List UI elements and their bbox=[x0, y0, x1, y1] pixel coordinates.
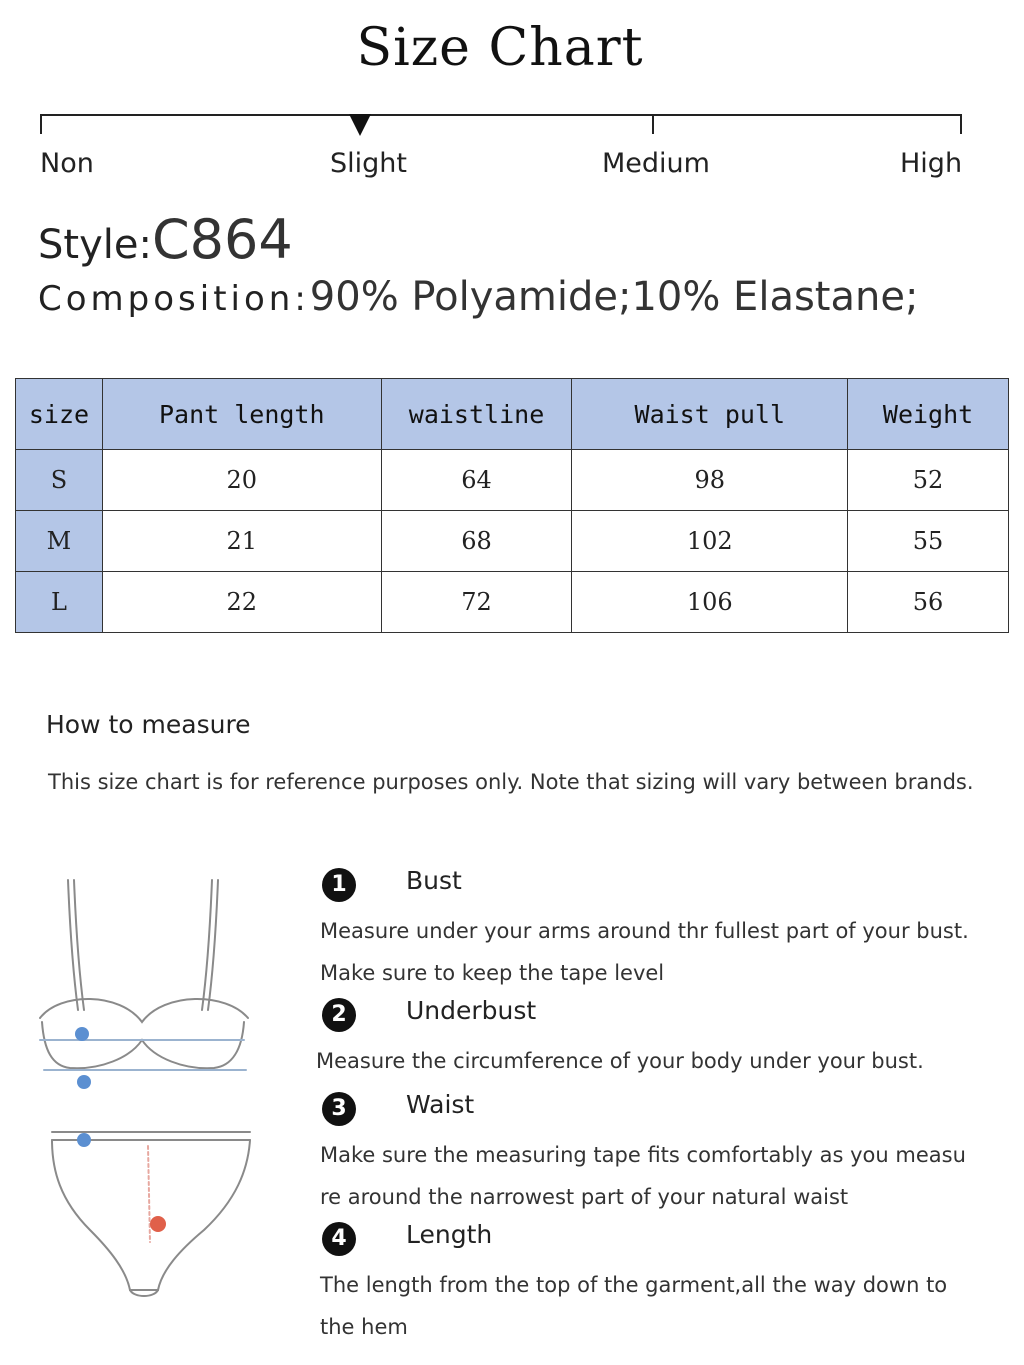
lingerie-measure-illustration bbox=[30, 870, 280, 1320]
table-cell: 64 bbox=[381, 450, 572, 511]
scale-tick bbox=[40, 114, 42, 134]
reference-note: This size chart is for reference purposes only. Note that sizing will vary between brands. bbox=[48, 770, 974, 794]
how-to-measure-heading: How to measure bbox=[46, 710, 251, 739]
table-cell: 55 bbox=[848, 511, 1009, 572]
column-header: size bbox=[16, 379, 103, 450]
strap-left bbox=[68, 880, 78, 1010]
step-title: Underbust bbox=[406, 996, 537, 1025]
scale-label-non: Non bbox=[40, 148, 94, 179]
style-label: Style: bbox=[38, 222, 152, 268]
step-description bbox=[320, 1134, 980, 1218]
marker-3-icon bbox=[77, 1133, 91, 1147]
style-value: C864 bbox=[151, 208, 293, 271]
scale-line bbox=[40, 114, 962, 116]
style-line bbox=[38, 208, 293, 271]
composition-value: 90% Polyamide;10% Elastane; bbox=[309, 274, 919, 320]
step-description bbox=[320, 1264, 980, 1348]
table-cell: 52 bbox=[848, 450, 1009, 511]
step-line: re around the narrowest part of your natural waist bbox=[320, 1185, 849, 1209]
table-cell: 72 bbox=[381, 572, 572, 633]
step-number-icon: 4 bbox=[322, 1222, 356, 1256]
size-cell: M bbox=[16, 511, 103, 572]
step-title: Length bbox=[406, 1220, 493, 1249]
step-line: The length from the top of the garment,all the way down to bbox=[320, 1273, 948, 1297]
step-line: Measure the circumference of your body under your bust. bbox=[316, 1049, 924, 1073]
table-cell: 98 bbox=[572, 450, 848, 511]
stretch-scale bbox=[40, 114, 964, 194]
column-header: waistline bbox=[381, 379, 572, 450]
bra-cups bbox=[40, 999, 248, 1022]
table-cell: 22 bbox=[102, 572, 381, 633]
marker-2-icon bbox=[77, 1075, 91, 1089]
size-cell: L bbox=[16, 572, 103, 633]
step-number-icon: 1 bbox=[322, 868, 356, 902]
size-table bbox=[15, 378, 1009, 633]
step-title: Waist bbox=[406, 1090, 475, 1119]
table-cell: 68 bbox=[381, 511, 572, 572]
step-line: Make sure the measuring tape fits comfortably as you measu bbox=[320, 1143, 966, 1167]
panty-outline bbox=[52, 1140, 250, 1290]
step-description bbox=[316, 1040, 976, 1082]
step-description bbox=[320, 910, 980, 994]
composition-label: Composition: bbox=[38, 279, 310, 319]
table-cell: 56 bbox=[848, 572, 1009, 633]
scale-selected-marker bbox=[349, 114, 371, 136]
column-header: Waist pull bbox=[572, 379, 848, 450]
table-cell: 21 bbox=[102, 511, 381, 572]
marker-1-icon bbox=[75, 1027, 89, 1041]
step-line: the hem bbox=[320, 1315, 408, 1339]
column-header: Pant length bbox=[102, 379, 381, 450]
table-row bbox=[16, 572, 1009, 633]
column-header: Weight bbox=[848, 379, 1009, 450]
table-cell: 102 bbox=[572, 511, 848, 572]
scale-label-high: High bbox=[900, 148, 963, 179]
size-cell: S bbox=[16, 450, 103, 511]
table-row bbox=[16, 511, 1009, 572]
scale-label-slight: Slight bbox=[330, 148, 407, 179]
step-line: Measure under your arms around thr fullest part of your bust. bbox=[320, 919, 969, 943]
step-title: Bust bbox=[406, 866, 462, 895]
table-row bbox=[16, 450, 1009, 511]
scale-tick bbox=[652, 114, 654, 134]
table-header-row bbox=[16, 379, 1009, 450]
step-number-icon: 3 bbox=[322, 1092, 356, 1126]
page-title: Size Chart bbox=[356, 18, 644, 78]
step-line: Make sure to keep the tape level bbox=[320, 961, 665, 985]
scale-tick bbox=[960, 114, 962, 134]
table-cell: 106 bbox=[572, 572, 848, 633]
composition-line bbox=[38, 274, 918, 320]
table-cell: 20 bbox=[102, 450, 381, 511]
scale-label-medium: Medium bbox=[602, 148, 710, 179]
step-number-icon: 2 bbox=[322, 998, 356, 1032]
marker-4-icon bbox=[150, 1216, 166, 1232]
